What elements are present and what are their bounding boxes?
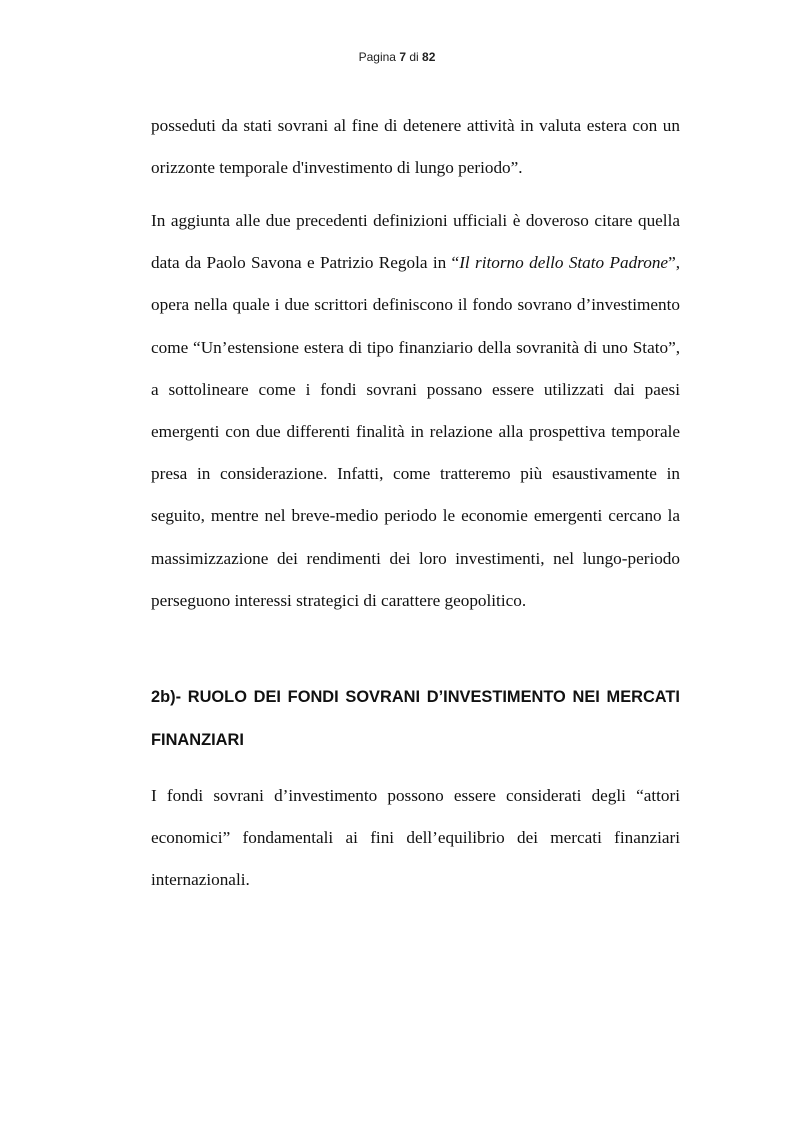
page-separator: di <box>406 50 423 64</box>
paragraph-text-before-title: In aggiunta alle due precedenti definizioni ufficiali è doveroso citare quella data da Paolo Savona e Patrizio Regola in “ <box>151 211 680 273</box>
paragraph-sovereign-funds-role: I fondi sovrani d’investimento possono essere considerati degli “attori economici” fondamentali ai fini dell’equilibrio dei mercati finanziari internazionali. <box>151 786 680 890</box>
page-label: Pagina <box>358 50 400 64</box>
paragraph-text-after-title: ”, opera nella quale i due scrittori definiscono il fondo sovrano d’investimento come “Un’estensione estera di tipo finanziario della sovranità di uno Stato”, a sottolineare come i fondi sovrani possano essere utilizzati dai paesi emergenti con due differenti finalità in relazione alla prospettiva temporale presa in considerazione. Infatti, come tratteremo più esaustivamente in seguito, mentre nel breve-medio periodo le economie emergenti cercano la massimizzazione dei rendimenti dei loro investimenti, nel lungo-periodo perseguono interessi strategici di carattere geopolitico. <box>151 253 680 610</box>
section-heading: 2b)- RUOLO DEI FONDI SOVRANI D’INVESTIMENTO NEI MERCATI FINANZIARI <box>151 688 680 749</box>
book-title: Il ritorno dello Stato Padrone <box>459 253 669 273</box>
paragraph-continuation: posseduti da stati sovrani al fine di detenere attività in valuta estera con un orizzonte temporale d'investimento di lungo periodo”. <box>151 116 680 178</box>
current-page-number: 7 <box>399 50 406 64</box>
paragraph-definitions <box>151 200 680 622</box>
page-number-header <box>0 50 794 64</box>
total-pages-number: 82 <box>422 50 436 64</box>
